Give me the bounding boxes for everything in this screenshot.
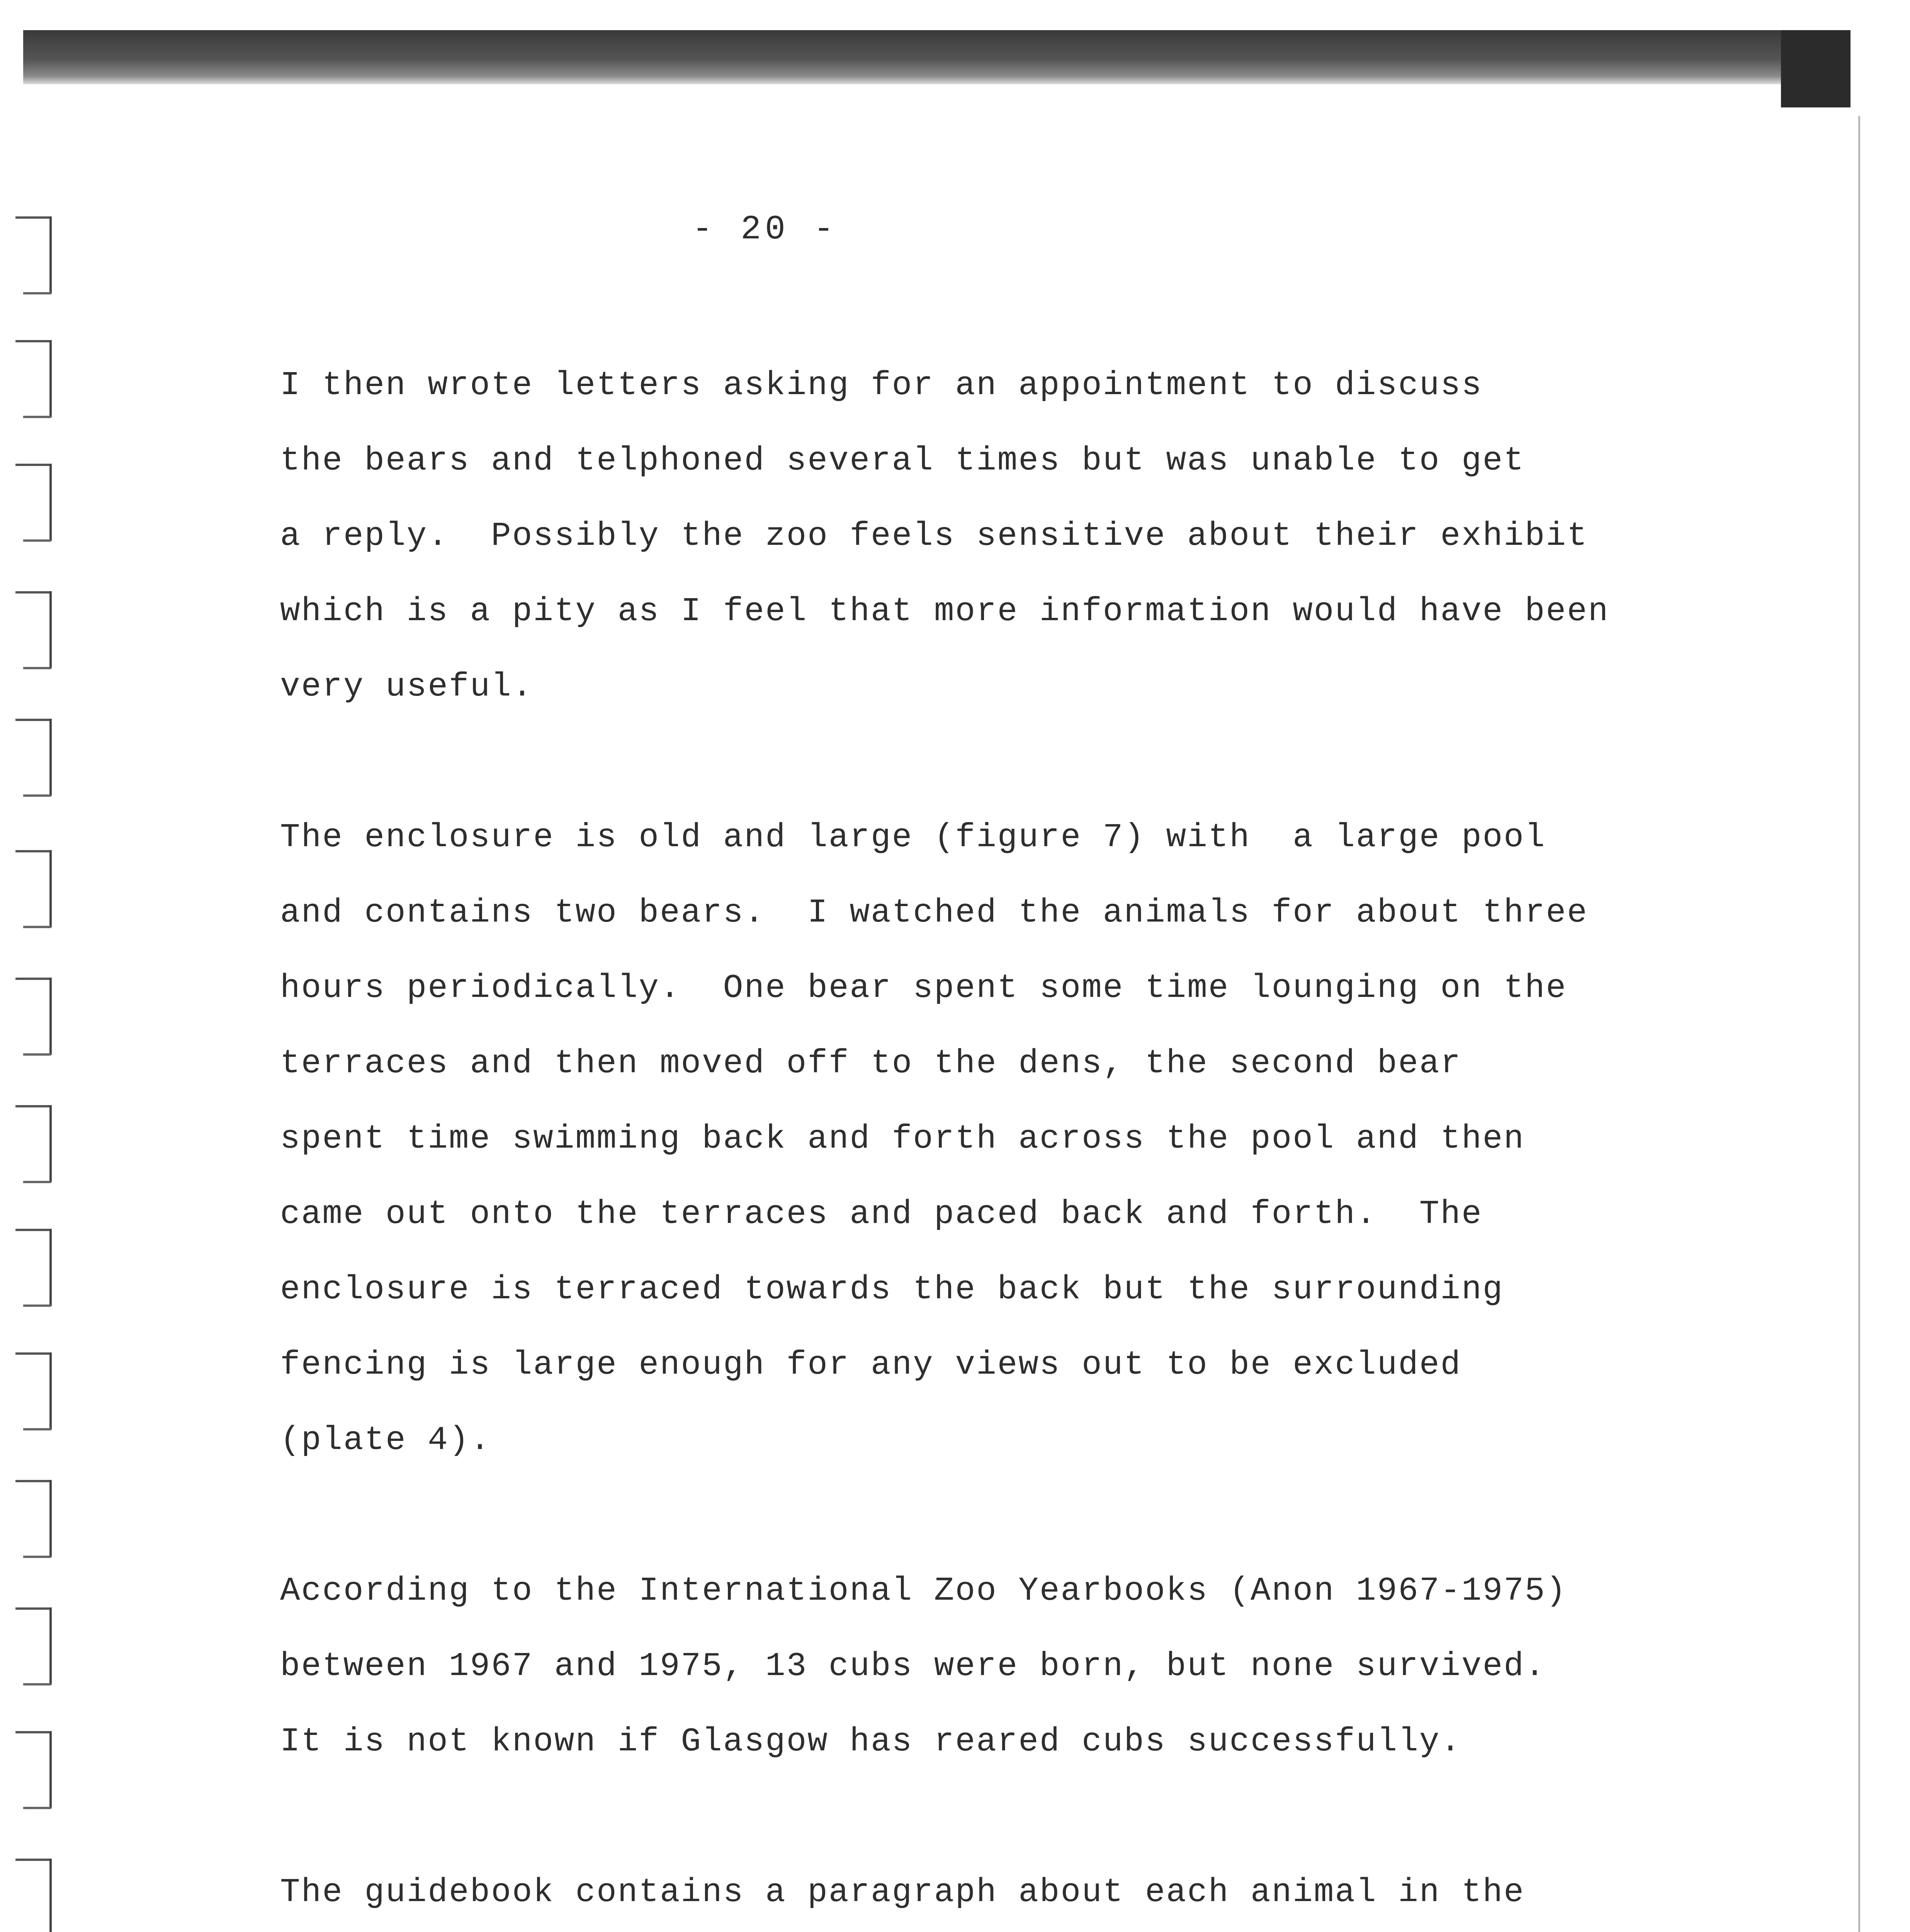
- scan-edge-line: [1858, 116, 1860, 1932]
- binding-mark: [15, 464, 58, 545]
- text-line: spent time swimming back and forth across the pool and then: [280, 1120, 1525, 1158]
- text-line: terraces and then moved off to the dens, the second bear: [280, 1044, 1462, 1082]
- text-line: fencing is large enough for any views out to be excluded: [280, 1346, 1462, 1384]
- paragraph: [280, 1855, 1748, 1932]
- binding-mark: [15, 1229, 58, 1310]
- page-number: - 20 -: [692, 211, 838, 249]
- binding-mark: [15, 340, 58, 421]
- binding-holes: [15, 0, 70, 1932]
- text-line: enclosure is terraced towards the back but the surrounding: [280, 1270, 1504, 1308]
- paragraph: [280, 800, 1748, 1478]
- text-line: (plate 4).: [280, 1421, 491, 1459]
- text-line: According to the International Zoo Yearbooks (Anon 1967-1975): [280, 1572, 1567, 1610]
- text-line: and contains two bears. I watched the animals for about three: [280, 894, 1588, 932]
- text-line: It is not known if Glasgow has reared cubs successfully.: [280, 1723, 1462, 1760]
- paragraph: [280, 348, 1748, 724]
- text-line: the bears and telphoned several times but was unable to get: [280, 442, 1525, 480]
- text-line: I then wrote letters asking for an appointment to discuss: [280, 366, 1483, 404]
- text-line: which is a pity as I feel that more information would have been: [280, 592, 1609, 630]
- text-line: The guidebook contains a paragraph about each animal in the: [280, 1873, 1525, 1911]
- text-line: a reply. Possibly the zoo feels sensitive about their exhibit: [280, 517, 1588, 555]
- binding-mark: [15, 850, 58, 931]
- binding-mark: [15, 1607, 58, 1689]
- binding-mark: [15, 1480, 58, 1561]
- text-line: [280, 1930, 1748, 1932]
- binding-mark: [15, 1859, 58, 1932]
- binding-mark: [15, 719, 58, 800]
- binding-mark: [15, 1352, 58, 1434]
- text-line: between 1967 and 1975, 13 cubs were born, but none survived.: [280, 1647, 1546, 1685]
- body-text: [280, 348, 1748, 1932]
- text-line: hours periodically. One bear spent some time lounging on the: [280, 969, 1567, 1007]
- text-line: very useful.: [280, 668, 534, 706]
- text-line: The enclosure is old and large (figure 7) with a large pool: [280, 818, 1546, 856]
- binding-mark: [15, 1105, 58, 1186]
- text-line: came out onto the terraces and paced back and forth. The: [280, 1195, 1483, 1233]
- scan-shadow-band: [23, 30, 1851, 84]
- binding-mark: [15, 591, 58, 672]
- binding-mark: [15, 1731, 58, 1812]
- binding-mark: [15, 978, 58, 1059]
- paragraph: [280, 1553, 1748, 1779]
